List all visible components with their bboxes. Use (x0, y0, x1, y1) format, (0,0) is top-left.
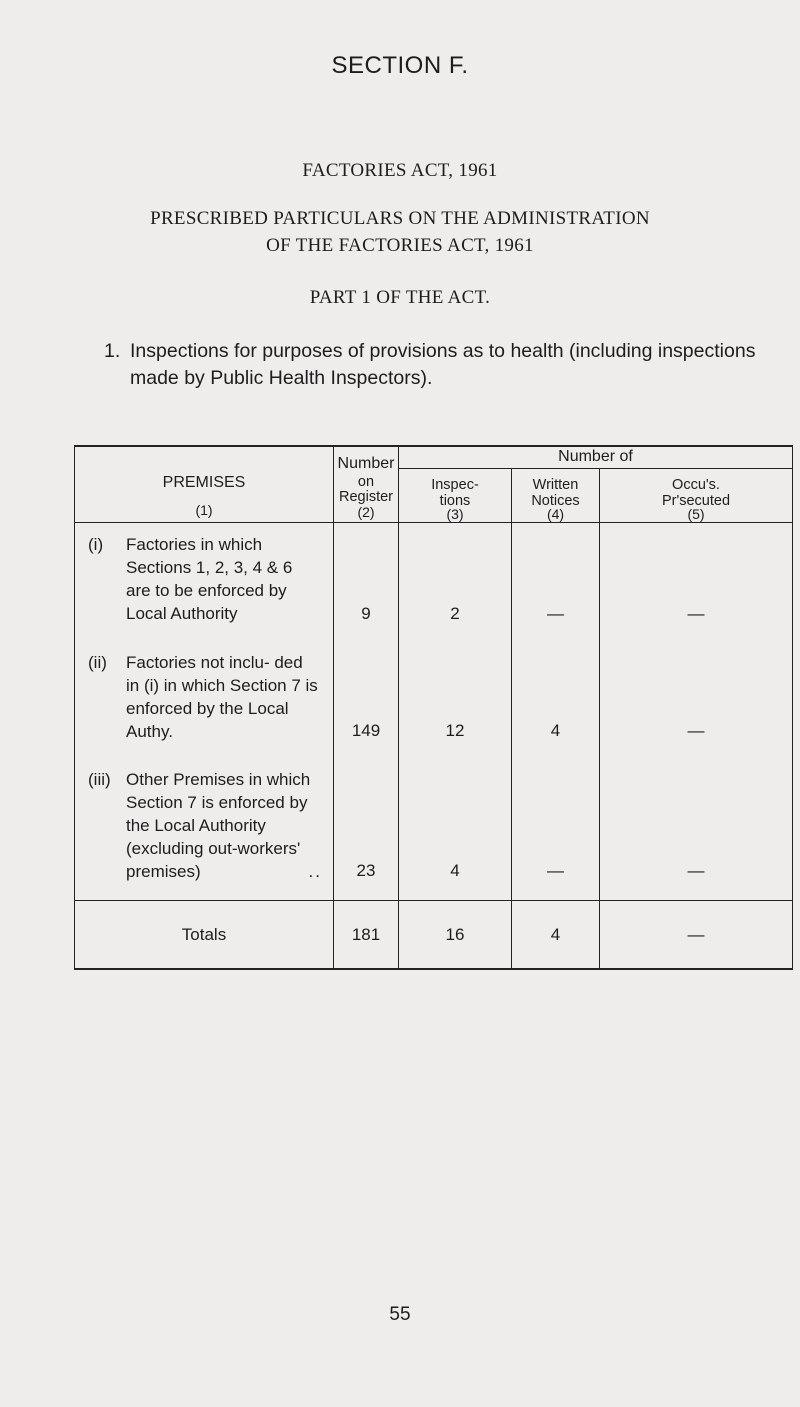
page-number: 55 (389, 1304, 411, 1325)
table-bottom-rule (74, 968, 792, 970)
header-register-line-1: Number (337, 455, 395, 472)
intro-number: 1. (104, 340, 121, 362)
header-inspections-line-1: Inspec- (431, 477, 479, 493)
table-row-iii-premises (88, 768, 322, 883)
header-prosecuted-line-1: Occu's. (672, 477, 720, 493)
divider-col-3 (398, 445, 399, 970)
divider-col-2 (333, 445, 334, 970)
row-i-inspections: 2 (450, 604, 460, 623)
row-i-label: (i) (88, 535, 104, 554)
header-sub-rule (398, 468, 792, 469)
row-ii-inspections: 12 (445, 721, 465, 740)
header-notices-line-2: Notices (531, 493, 580, 509)
part-heading: PART 1 OF THE ACT. (309, 287, 491, 308)
right-border (792, 445, 793, 970)
intro-text: Inspections for purposes of provisions as to health (including inspections made by Public Health Inspectors). (130, 340, 756, 389)
row-ii-label: (ii) (88, 653, 107, 672)
table-row-i-premises (88, 533, 318, 625)
row-i-register: 9 (361, 604, 371, 623)
totals-prosecuted: — (687, 925, 705, 944)
header-number-of: Number of (558, 448, 633, 465)
totals-notices: 4 (550, 925, 561, 944)
section-heading: SECTION F. (331, 52, 469, 79)
row-ii-register: 149 (351, 721, 381, 740)
row-iii-leader-dots: .. (308, 862, 322, 881)
row-iii-notices: — (547, 861, 564, 880)
divider-col-5 (599, 468, 600, 970)
header-prosecuted-line-2: Pr'secuted (661, 493, 731, 509)
act-title: FACTORIES ACT, 1961 (302, 160, 498, 181)
header-premises: PREMISES (162, 474, 246, 491)
divider-col-4 (511, 468, 512, 970)
header-inspections-number: (3) (446, 506, 464, 522)
header-notices-line-1: Written (532, 477, 579, 493)
header-register-line-3: Register (339, 489, 393, 505)
totals-register: 181 (351, 925, 381, 944)
totals-label: Totals (181, 925, 227, 944)
row-iii-inspections: 4 (450, 861, 460, 880)
header-register-line-2: on (357, 474, 375, 490)
header-notices-number: (4) (546, 506, 565, 522)
left-border (74, 445, 75, 970)
header-inspections-line-2: tions (439, 493, 471, 509)
subtitle-line-1: PRESCRIBED PARTICULARS ON THE ADMINISTRATION (150, 208, 650, 229)
table-row-ii-premises (88, 651, 318, 743)
header-prosecuted-number: (5) (687, 506, 705, 522)
row-ii-notices: 4 (550, 721, 561, 740)
row-i-notices: — (547, 604, 564, 623)
row-iii-label: (iii) (88, 770, 111, 789)
header-premises-number: (1) (195, 502, 213, 518)
row-iii-prosecuted: — (687, 861, 705, 880)
header-bottom-rule (74, 522, 792, 523)
row-ii-text: Factories not inclu- ded in (i) in which Section 7 is enforced by the Local Authy. (126, 653, 318, 741)
row-i-text: Factories in which Sections 1, 2, 3, 4 & 6 are to be enforced by Local Authority (126, 535, 293, 623)
subtitle-line-2: OF THE FACTORIES ACT, 1961 (266, 235, 534, 256)
row-iii-register: 23 (356, 861, 376, 880)
row-i-prosecuted: — (687, 604, 705, 623)
totals-top-rule (74, 900, 792, 901)
totals-inspections: 16 (445, 925, 465, 944)
header-register-number: (2) (357, 504, 375, 520)
row-iii-text: Other Premises in which Section 7 is enforced by the Local Authority (excluding out-workers' premises) (126, 770, 311, 881)
row-ii-prosecuted: — (687, 721, 705, 740)
